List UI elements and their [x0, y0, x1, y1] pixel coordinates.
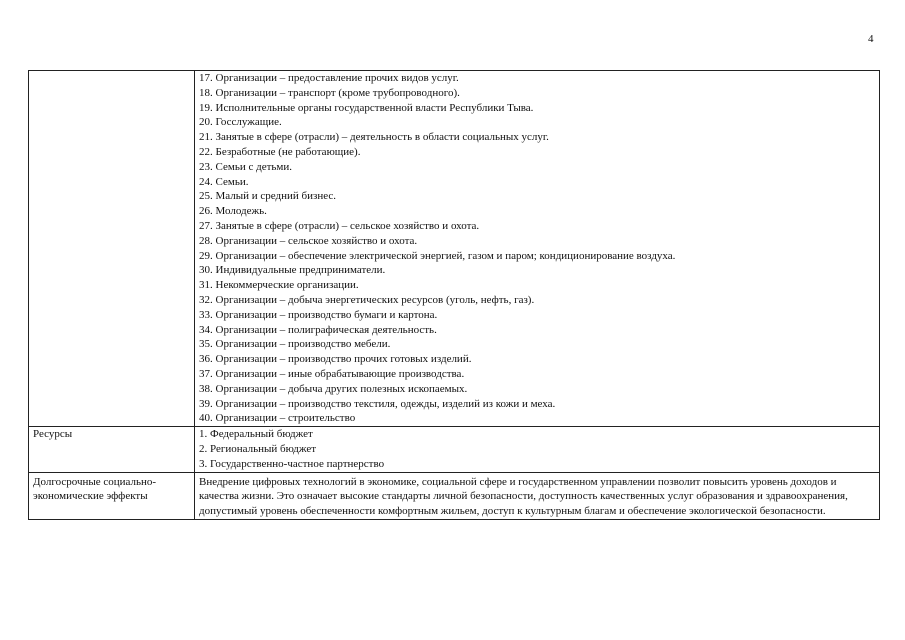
- row-label-resources: Ресурсы: [29, 427, 195, 472]
- list-item: 31. Некоммерческие организации.: [199, 279, 359, 292]
- list-item: 28. Организации – сельское хозяйство и охота.: [199, 234, 418, 247]
- table-row: [29, 472, 880, 519]
- list-item: 38. Организации – добыча других полезных ископаемых.: [199, 382, 468, 395]
- effects-cell: [195, 472, 880, 519]
- list-item: 17. Организации – предоставление прочих видов услуг.: [199, 72, 459, 84]
- table-row: [29, 71, 880, 427]
- list-item: 2. Региональный бюджет: [199, 442, 317, 455]
- list-item: 22. Безработные (не работающие).: [199, 145, 361, 158]
- list-item: 26. Молодежь.: [199, 205, 267, 218]
- page-number: 4: [868, 33, 874, 45]
- list-item: 33. Организации – производство бумаги и картона.: [199, 308, 438, 321]
- list-item: 27. Занятые в сфере (отрасли) – сельское хозяйство и охота.: [199, 219, 480, 232]
- list-item: 1. Федеральный бюджет: [199, 428, 313, 441]
- list-item: 29. Организации – обеспечение электрической энергией, газом и паром; кондиционирование воздуха.: [199, 249, 676, 262]
- list-item: 3. Государственно-частное партнерство: [199, 457, 385, 470]
- list-item: 30. Индивидуальные предприниматели.: [199, 264, 386, 277]
- table-row: [29, 427, 880, 472]
- list-item: 40. Организации – строительство: [199, 412, 356, 425]
- document-table: [28, 70, 880, 520]
- target-groups-cell: [195, 71, 880, 427]
- list-item: 21. Занятые в сфере (отрасли) – деятельность в области социальных услуг.: [199, 131, 549, 144]
- list-item: 24. Семьи.: [199, 175, 249, 188]
- list-item: 20. Госслужащие.: [199, 116, 282, 129]
- row-label-effects: Долгосрочные социально-экономические эффекты: [29, 472, 195, 519]
- resources-cell: [195, 427, 880, 472]
- list-item: 18. Организации – транспорт (кроме трубопроводного).: [199, 86, 460, 99]
- list-item: 35. Организации – производство мебели.: [199, 338, 391, 351]
- list-item: 23. Семьи с детьми.: [199, 160, 293, 173]
- list-item: 36. Организации – производство прочих готовых изделий.: [199, 353, 472, 366]
- list-item: 34. Организации – полиграфическая деятельность.: [199, 323, 437, 336]
- list-item: 32. Организации – добыча энергетических ресурсов (уголь, нефть, газ).: [199, 293, 535, 306]
- effects-text: Внедрение цифровых технологий в экономике, социальной сфере и государственном управлении позволит повысить уровень доходов и качества жизни. Это означает высокие стандарты личной безопасности, доступность качественных услуг образования и здравоохранения, допустимый уровень обеспеченности комфортным жильем, доступ к культурным благам и обеспечение экологической безопасности.: [199, 475, 848, 518]
- list-item: 19. Исполнительные органы государственной власти Республики Тыва.: [199, 101, 534, 114]
- list-item: 25. Малый и средний бизнес.: [199, 190, 337, 203]
- list-item: 39. Организации – производство текстиля, одежды, изделий из кожи и меха.: [199, 397, 556, 410]
- list-item: 37. Организации – иные обрабатывающие производства.: [199, 367, 465, 380]
- row-label: [29, 71, 195, 427]
